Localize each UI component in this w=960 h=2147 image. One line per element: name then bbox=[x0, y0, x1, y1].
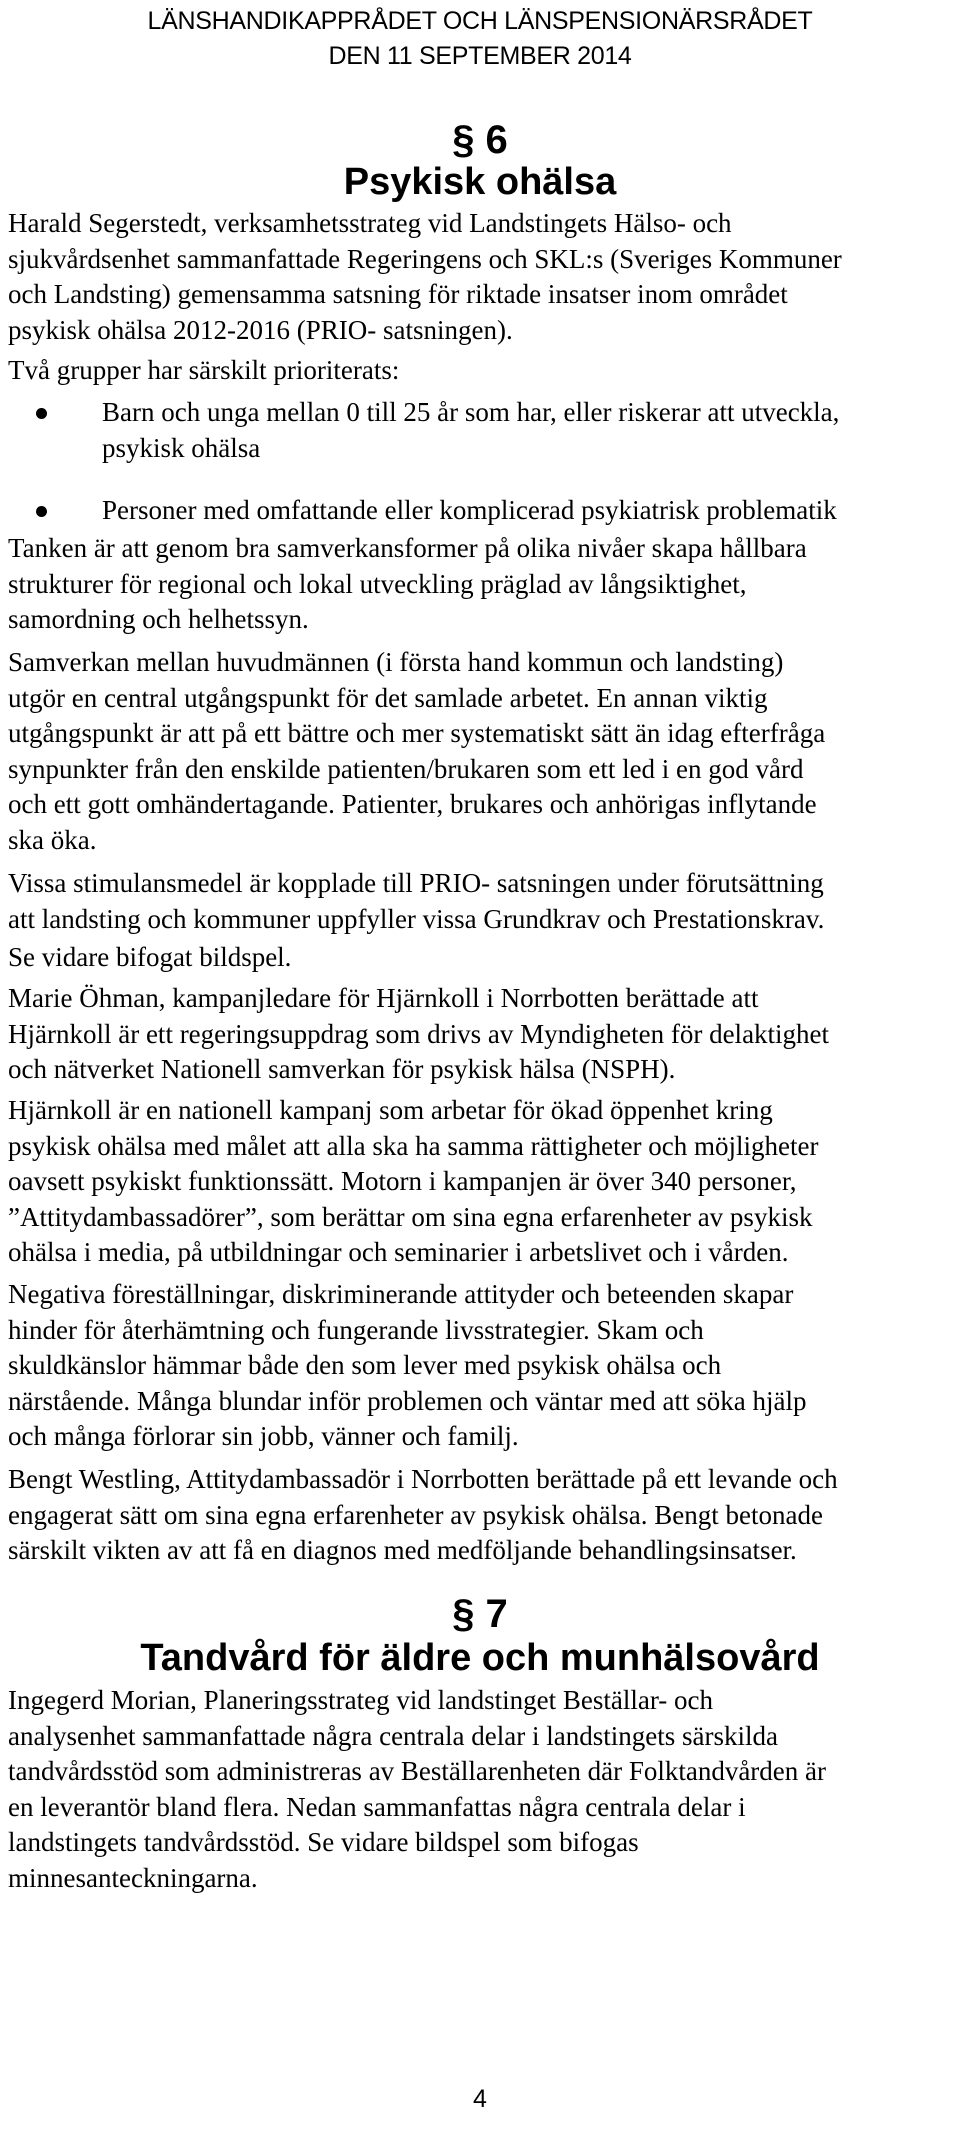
text-line: Bengt Westling, Attitydambassadör i Norrbotten berättade på ett levande och bbox=[8, 1464, 838, 1494]
text-line: Se vidare bifogat bildspel. bbox=[8, 942, 292, 972]
text-line: Vissa stimulansmedel är kopplade till PRIO- satsningen under förutsättning bbox=[8, 868, 824, 898]
text-line: skuldkänslor hämmar både den som lever med psykisk ohälsa och bbox=[8, 1350, 722, 1380]
text-line: sjukvårdsenhet sammanfattade Regeringens och SKL:s (Sveriges Kommuner bbox=[8, 243, 842, 274]
header-council-names: LÄNSHANDIKAPPRÅDET OCH LÄNSPENSIONÄRSRÅDET bbox=[147, 7, 813, 35]
text-line: minnesanteckningarna. bbox=[8, 1862, 258, 1893]
text-line: Negativa föreställningar, diskriminerande attityder och beteenden skapar bbox=[8, 1279, 794, 1309]
text-line: och många förlorar sin jobb, vänner och familj. bbox=[8, 1421, 519, 1451]
text-line: Barn och unga mellan 0 till 25 år som har, eller riskerar att utveckla, bbox=[102, 397, 840, 427]
text-line: engagerat sätt om sina egna erfarenheter av psykisk ohälsa. Bengt betonade bbox=[8, 1499, 823, 1530]
text-line: att landsting och kommuner uppfyller vissa Grundkrav och Prestationskrav. bbox=[8, 903, 825, 934]
text-line: analysenhet sammanfattade några centrala delar i landstingets särskilda bbox=[8, 1720, 778, 1751]
section-6-paragraph-10 bbox=[8, 1462, 953, 1569]
text-line: ”Attitydambassadörer”, som berättar om sina egna erfarenheter av psykisk bbox=[8, 1201, 813, 1232]
text-line: Ingegerd Morian, Planeringsstrateg vid landstinget Beställar- och bbox=[8, 1685, 714, 1715]
section-7-number: § 7 bbox=[452, 1592, 508, 1636]
bullet-item-2 bbox=[102, 493, 952, 529]
text-line: psykisk ohälsa 2012-2016 (PRIO- satsningen). bbox=[8, 314, 513, 345]
text-line: utgör en central utgångspunkt för det samlade arbetet. En annan viktig bbox=[8, 682, 768, 713]
text-line: landstingets tandvårdsstöd. Se vidare bildspel som bifogas bbox=[8, 1827, 639, 1857]
section-6-title: Psykisk ohälsa bbox=[343, 161, 617, 203]
text-line: närstående. Många blundar inför problemen och väntar med att söka hjälp bbox=[8, 1385, 807, 1416]
section-6-paragraph-4 bbox=[8, 645, 953, 858]
text-line: och Landsting) gemensamma satsning för riktade insatser inom området bbox=[8, 279, 788, 309]
section-6-paragraph-3 bbox=[8, 531, 953, 638]
page-number: 4 bbox=[473, 2085, 487, 2113]
section-6-paragraph-2 bbox=[8, 353, 953, 389]
section-7-title: Tandvård för äldre och munhälsovård bbox=[140, 1637, 820, 1679]
text-line: Marie Öhman, kampanjledare för Hjärnkoll i Norrbotten berättade att bbox=[8, 983, 759, 1013]
text-line: Samverkan mellan huvudmännen (i första hand kommun och landsting) bbox=[8, 647, 784, 677]
text-line: Tanken är att genom bra samverkansformer på olika nivåer skapa hållbara bbox=[8, 533, 807, 563]
text-line: psykisk ohälsa bbox=[102, 432, 261, 463]
section-6-paragraph-9 bbox=[8, 1277, 953, 1455]
section-6-paragraph-8 bbox=[8, 1093, 953, 1271]
text-line: Hjärnkoll är en nationell kampanj som arbetar för ökad öppenhet kring bbox=[8, 1095, 773, 1125]
section-6-paragraph-7 bbox=[8, 981, 953, 1088]
text-line: och ett gott omhändertagande. Patienter, brukares och anhörigas inflytande bbox=[8, 789, 817, 819]
text-line: Personer med omfattande eller komplicerad psykiatrisk problematik bbox=[102, 495, 837, 525]
text-line: en leverantör bland flera. Nedan sammanfattas några centrala delar i bbox=[8, 1791, 746, 1822]
text-line: Två grupper har särskilt prioriterats: bbox=[8, 355, 400, 385]
bullet-icon bbox=[36, 506, 47, 517]
text-line: ohälsa i media, på utbildningar och seminarier i arbetslivet och i vården. bbox=[8, 1237, 789, 1267]
bullet-icon bbox=[36, 408, 47, 419]
section-6-paragraph-5 bbox=[8, 866, 953, 937]
text-line: utgångspunkt är att på ett bättre och mer systematiskt sätt än idag efterfråga bbox=[8, 718, 826, 748]
section-7-paragraph-1 bbox=[8, 1683, 953, 1896]
text-line: och nätverket Nationell samverkan för psykisk hälsa (NSPH). bbox=[8, 1054, 676, 1084]
text-line: synpunkter från den enskilde patienten/brukaren som ett led i en god vård bbox=[8, 753, 804, 784]
text-line: Harald Segerstedt, verksamhetsstrateg vid Landstingets Hälso- och bbox=[8, 208, 732, 238]
section-6-paragraph-6 bbox=[8, 940, 953, 976]
section-6-paragraph-1 bbox=[8, 206, 953, 348]
text-line: hinder för återhämtning och fungerande livsstrategier. Skam och bbox=[8, 1314, 704, 1345]
text-line: ska öka. bbox=[8, 824, 97, 855]
text-line: strukturer för regional och lokal utveckling präglad av långsiktighet, bbox=[8, 568, 747, 599]
header-meeting-date: DEN 11 SEPTEMBER 2014 bbox=[328, 42, 632, 70]
bullet-item-1 bbox=[102, 395, 952, 466]
text-line: särskilt vikten av att få en diagnos med medföljande behandlingsinsatser. bbox=[8, 1535, 797, 1565]
section-6-number: § 6 bbox=[452, 118, 508, 162]
text-line: oavsett psykiskt funktionssätt. Motorn i kampanjen är över 340 personer, bbox=[8, 1166, 797, 1196]
text-line: samordning och helhetssyn. bbox=[8, 604, 309, 634]
text-line: Hjärnkoll är ett regeringsuppdrag som drivs av Myndigheten för delaktighet bbox=[8, 1018, 830, 1049]
text-line: tandvårdsstöd som administreras av Beställarenheten där Folktandvården är bbox=[8, 1756, 827, 1786]
text-line: psykisk ohälsa med målet att alla ska ha samma rättigheter och möjligheter bbox=[8, 1130, 819, 1161]
